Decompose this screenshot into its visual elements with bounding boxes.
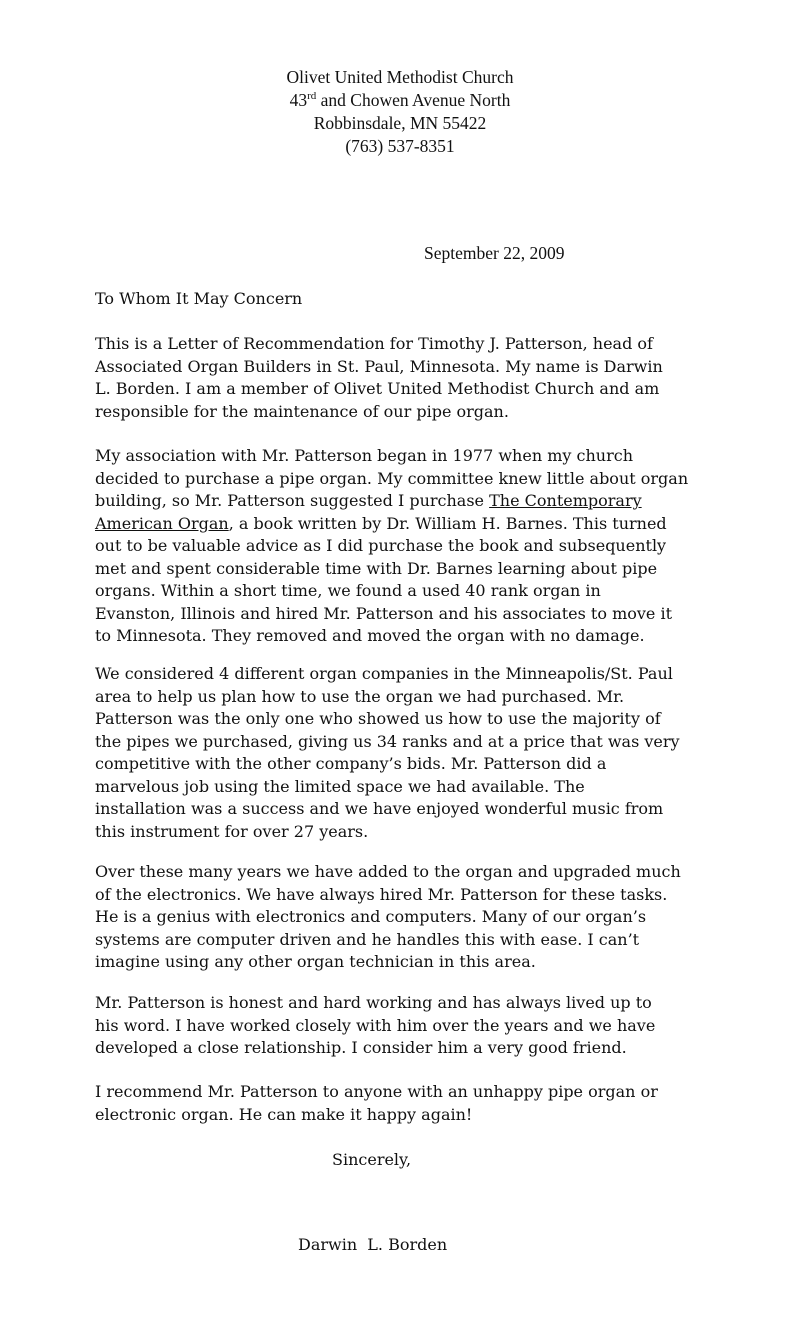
paragraph-line: Evanston, Illinois and hired Mr. Patterson and his associates to move it	[95, 603, 673, 623]
paragraph-2	[95, 445, 735, 648]
line-suffix: , a book written by Dr. William H. Barnes. This turned	[228, 513, 667, 533]
street-suffix: rd	[307, 90, 317, 103]
church-phone: (763) 537-8351	[345, 136, 455, 156]
letterhead	[0, 66, 800, 158]
paragraph-line: I recommend Mr. Patterson to anyone with an unhappy pipe organ or	[95, 1082, 658, 1101]
paragraph-line: the pipes we purchased, giving us 34 ranks and at a price that was very	[95, 731, 680, 751]
line-prefix: building, so Mr. Patterson suggested I purchase	[95, 491, 490, 510]
paragraph-line: imagine using any other organ technician in this area.	[95, 952, 536, 971]
paragraph-line: of the electronics. We have always hired Mr. Patterson for these tasks.	[95, 884, 668, 904]
salutation: To Whom It May Concern	[95, 289, 303, 308]
letter-date: September 22, 2009	[424, 243, 565, 263]
street-number: 43	[289, 90, 308, 110]
paragraph-line: We considered 4 different organ companies in the Minneapolis/St. Paul	[95, 664, 673, 683]
paragraph-line: electronic organ. He can make it happy again!	[95, 1104, 473, 1124]
paragraph-1	[95, 333, 735, 423]
paragraph-line: area to help us plan how to use the organ we had purchased. Mr.	[95, 686, 625, 706]
paragraph-line: organs. Within a short time, we found a used 40 rank organ in	[95, 581, 601, 600]
paragraph-line: to Minnesota. They removed and moved the organ with no damage.	[95, 626, 645, 645]
paragraph-line: L. Borden. I am a member of Olivet United Methodist Church and am	[95, 379, 660, 398]
paragraph-line: My association with Mr. Patterson began in 1977 when my church	[95, 446, 633, 465]
paragraph-5	[95, 992, 735, 1060]
paragraph-line	[95, 513, 735, 536]
signature-name: Darwin L. Borden	[298, 1235, 448, 1254]
paragraph-line: his word. I have worked closely with him over the years and we have	[95, 1015, 656, 1035]
paragraph-line	[95, 490, 735, 513]
church-name: Olivet United Methodist Church	[286, 67, 514, 87]
paragraph-line: out to be valuable advice as I did purchase the book and subsequently	[95, 536, 667, 555]
paragraph-line: Over these many years we have added to the organ and upgraded much	[95, 862, 681, 881]
paragraph-3	[95, 663, 735, 843]
book-title-part-1: The Contemporary	[489, 491, 642, 510]
paragraph-line: developed a close relationship. I consider him a very good friend.	[95, 1038, 627, 1057]
closing: Sincerely,	[332, 1150, 412, 1169]
paragraph-line: met and spent considerable time with Dr. Barnes learning about pipe	[95, 558, 658, 578]
paragraph-line: responsible for the maintenance of our pipe organ.	[95, 401, 509, 421]
paragraph-line: Associated Organ Builders in St. Paul, Minnesota. My name is Darwin	[95, 356, 663, 376]
paragraph-line: decided to purchase a pipe organ. My committee knew little about organ	[95, 468, 689, 488]
paragraph-line: Mr. Patterson is honest and hard working and has always lived up to	[95, 993, 652, 1012]
paragraph-line: Patterson was the only one who showed us how to use the majority of	[95, 709, 661, 728]
church-street-address	[0, 89, 800, 112]
paragraph-4	[95, 861, 735, 974]
paragraph-line: this instrument for over 27 years.	[95, 821, 369, 841]
church-city-state-zip: Robbinsdale, MN 55422	[313, 113, 487, 133]
paragraph-line: systems are computer driven and he handles this with ease. I can’t	[95, 929, 640, 949]
paragraph-6	[95, 1081, 735, 1126]
book-title-part-2: American Organ	[95, 513, 229, 533]
street-rest: and Chowen Avenue North	[316, 90, 511, 110]
paragraph-line: This is a Letter of Recommendation for Timothy J. Patterson, head of	[95, 334, 653, 353]
paragraph-line: installation was a success and we have enjoyed wonderful music from	[95, 799, 664, 818]
paragraph-line: competitive with the other company’s bids. Mr. Patterson did a	[95, 754, 607, 773]
paragraph-line: He is a genius with electronics and computers. Many of our organ’s	[95, 907, 647, 926]
paragraph-line: marvelous job using the limited space we had available. The	[95, 776, 585, 796]
